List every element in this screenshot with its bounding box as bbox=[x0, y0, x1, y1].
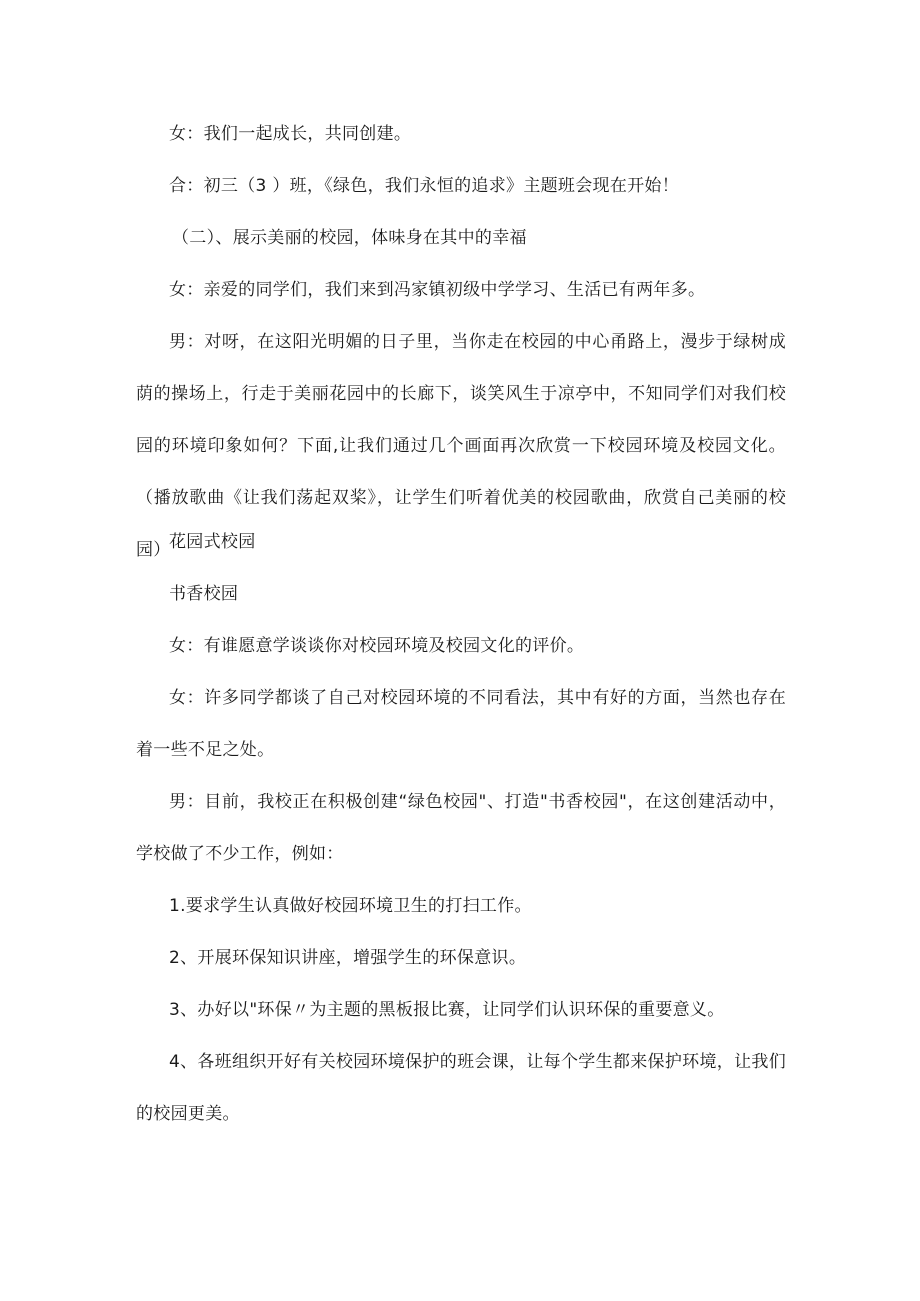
paragraph-together-opening: 合：初三（3 ）班，《绿色，我们永恒的追求》主题班会现在开始！ bbox=[169, 176, 680, 196]
paragraph-female-evaluation-question: 女：有谁愿意学谈谈你对校园环境及校园文化的评价。 bbox=[169, 636, 585, 656]
list-item-2: 2、开展环保知识讲座，增强学生的环保意识。 bbox=[169, 948, 527, 968]
paragraph-female-opinions: 女：许多同学都谈了自己对校园环境的不同看法，其中有好的方面，当然也存在着一些不足之处。 bbox=[136, 688, 786, 760]
paragraph-male-green-campus: 男：目前，我校正在积极创建“绿色校园"、打造"书香校园"，在这创建活动中，学校做了不少工作，例如： bbox=[136, 792, 786, 864]
list-item-3: 3、办好以"环保〃为主题的黑板报比赛，让同学们认识环保的重要意义。 bbox=[169, 1000, 725, 1020]
paragraph-female-welcome: 女：亲爱的同学们，我们来到冯家镇初级中学学习、生活已有两年多。 bbox=[169, 280, 706, 300]
paragraph-scholarly-campus: 书香校园 bbox=[169, 584, 239, 604]
list-item-4: 4、各班组织开好有关校园环境保护的班会课，让每个学生都来保护环境，让我们的校园更美。 bbox=[136, 1052, 786, 1124]
paragraph-female-growth: 女：我们一起成长，共同创建。 bbox=[169, 124, 412, 144]
paragraph-male-campus-description: 男：对呀，在这阳光明媚的日子里，当你走在校园的中心甬路上，漫步于绿树成荫的操场上，行走于美丽花园中的长廊下，谈笑风生于凉亭中，不知同学们对我们校园的环境印象如何？下面,让我们通过几个画面再次欣赏一下校园环境及校园文化。（播放歌曲《让我们荡起双桨》，让学生们听着优美的校园歌曲，欣赏自己美丽的校园） bbox=[136, 332, 786, 560]
section-heading-campus: （二）、展示美丽的校园，体味身在其中的幸福 bbox=[172, 228, 527, 248]
list-item-1: 1.要求学生认真做好校园环境卫生的打扫工作。 bbox=[169, 896, 532, 916]
paragraph-garden-campus: 花园式校园 bbox=[169, 532, 256, 552]
